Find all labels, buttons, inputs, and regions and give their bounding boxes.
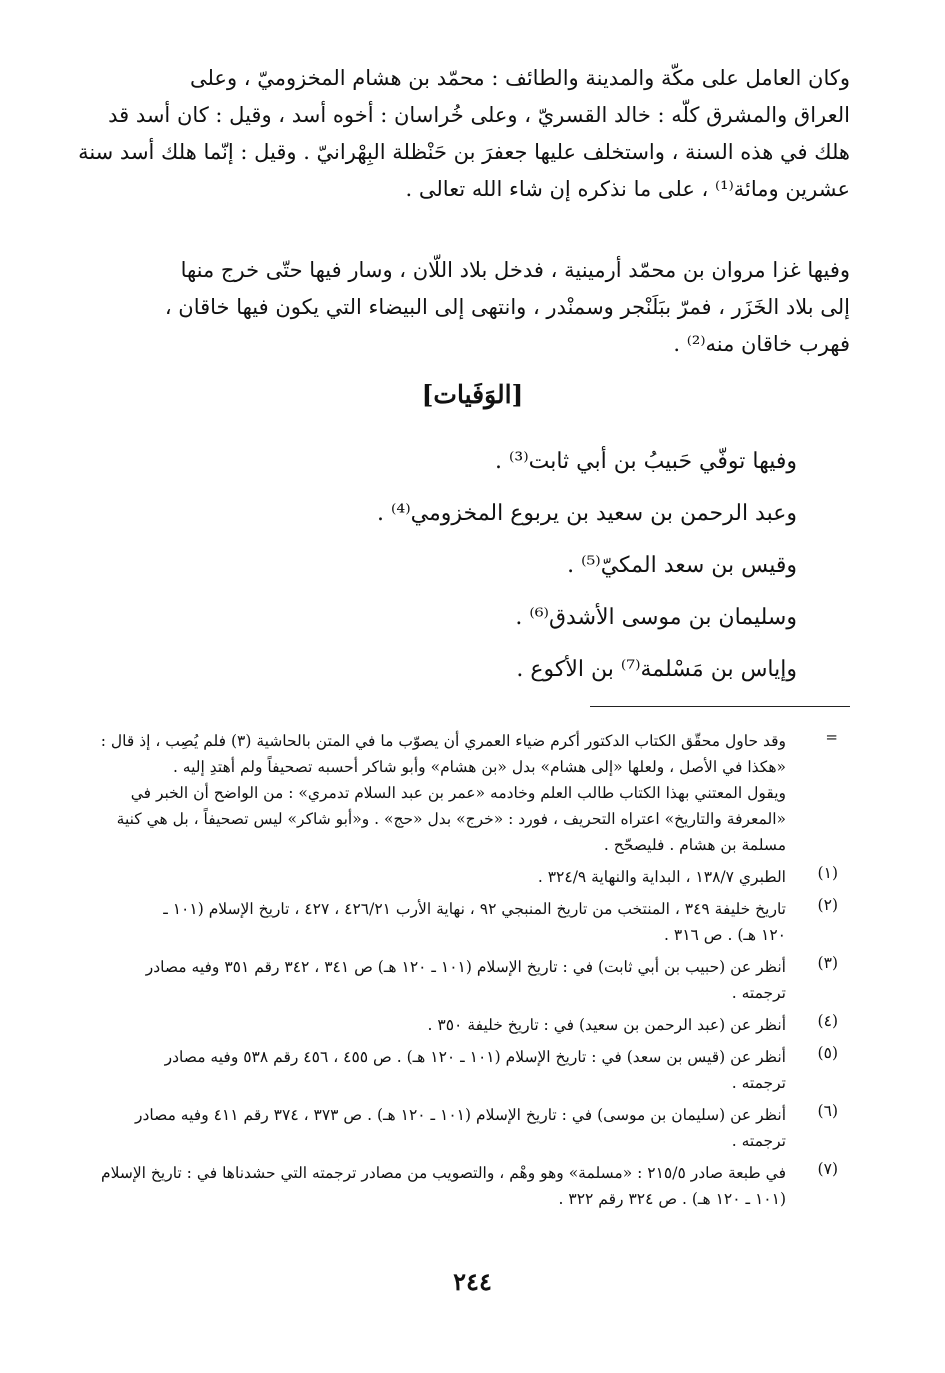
footnote-line: الطبري ١٣٨/٧ ، البداية والنهاية ٣٢٤/٩ . [537,868,786,886]
footnotes [60,728,838,1218]
footnote-line: (١٠١ ـ ١٢٠ هـ) . ص ٣٢٤ رقم ٣٢٢ . [558,1190,786,1208]
paragraph-governors [50,60,850,208]
footnote-line: أنظر عن (قيس بن سعد) في : تاريخ الإسلام (١٠١ ـ ١٢٠ هـ) . ص ٤٥٥ ، ٤٥٦ رقم ٥٣٨ وفيه مصادر [164,1048,786,1066]
death-entry: وعبد الرحمن بن سعيد بن يربوع المخزومي⁽⁴⁾ . [376,501,797,526]
footnote-number: (٥) [817,1044,838,1062]
footnote-line: في طبعة صادر ٢١٥/٥ : «مسلمة» وهو وهْم ، والتصويب من مصادر ترجمته التي حشدناها في : تاريخ الإسلام [101,1164,786,1182]
footnote-line: أنظر عن (سليمان بن موسى) في : تاريخ الإسلام (١٠١ ـ ١٢٠ هـ) . ص ٣٧٣ ، ٣٧٤ رقم ٤١١ وفيه مصادر [135,1106,786,1124]
deaths-list [237,436,797,696]
footnote-line: أنظر عن (حبيب بن أبي ثابت) في : تاريخ الإسلام (١٠١ ـ ١٢٠ هـ) ص ٣٤١ ، ٣٤٢ رقم ٣٥١ وفيه مصادر [145,958,786,976]
footnote-line: وقد حاول محقّق الكتاب الدكتور أكرم ضياء العمري أن يصوّب ما في المتن بالحاشية (٣) فلم يُصِب ، إذ قال : [100,732,786,750]
footnote-number: (٣) [817,954,838,972]
text-line: فهرب خاقان منه⁽²⁾ . [673,332,850,356]
footnote-marker: = [825,728,838,746]
text-line: عشرين ومائة⁽¹⁾ ، على ما نذكره إن شاء الله تعالى . [405,177,850,201]
footnote-number: (٢) [817,896,838,914]
paragraph-campaign [50,252,850,363]
footnote-7 [60,1160,838,1212]
footnote-line: تاريخ خليفة ٣٤٩ ، المنتخب من تاريخ المنبجي ٩٢ ، نهاية الأرب ٤٢٦/٢١ ، ٤٢٧ ، تاريخ الإسلام (١٠١ ـ [163,900,786,918]
death-entry: وقيس بن سعد المكيّ⁽⁵⁾ . [567,553,797,578]
text-line: إلى بلاد الخَزَر ، فمرّ ببَلَنْجر وسمنْدر ، وانتهى إلى البيضاء التي يكون فيها خاقان ، [164,295,850,319]
footnote-line: ويقول المعتني بهذا الكتاب طالب العلم وخادمه «عمر بن عبد السلام تدمري» : من الواضح أن الخبر في [130,784,786,802]
footnote-2 [60,896,838,948]
footnote-line: «المعرفة والتاريخ» اعتراه التحريف ، فورد : «خرج» بدل «حج» . و«أبو شاكر» ليس تصحيفاً ، بل هي كنية [116,810,786,828]
page-number: ٢٤٤ [453,1267,492,1296]
death-entry: وإياس بن مَسْلمة⁽⁷⁾ بن الأكوع . [516,657,797,682]
footnote-number: (٦) [817,1102,838,1120]
death-entry: وفيها توفّي حَبيبُ بن أبي ثابت⁽³⁾ . [494,449,797,474]
footnote-4 [60,1012,838,1038]
footnote-line: ١٢٠ هـ) . ص ٣١٦ . [664,926,786,944]
footnote-line: ترجمته . [731,1074,786,1092]
footnote-line: أنظر عن (عبد الرحمن بن سعيد) في : تاريخ خليفة ٣٥٠ . [427,1016,786,1034]
footnote-continued [60,728,838,858]
footnote-separator [590,706,850,707]
footnote-number: (٤) [817,1012,838,1030]
text-line: وكان العامل على مكّة والمدينة والطائف : محمّد بن هشام المخزوميّ ، وعلى [189,66,850,90]
text-line: وفيها غزا مروان بن محمّد أرمينية ، فدخل بلاد اللّان ، وسار فيها حتّى خرج منها [180,258,850,282]
footnote-6 [60,1102,838,1154]
footnote-line: مسلمة بن هشام . فليصحّح . [603,836,786,854]
footnote-number: (٧) [817,1160,838,1178]
footnote-1 [60,864,838,890]
footnote-number: (١) [817,864,838,882]
footnote-line: ترجمته . [731,1132,786,1150]
footnote-line: «هكذا في الأصل ، ولعلها «إلى هشام» بدل «بن هشام» وأبو شاكر أحسبه تصحيفاً ولم أهتدِ إليه . [172,758,786,776]
footnote-line: ترجمته . [731,984,786,1002]
text-line: العراق والمشرق كلّه : خالد القسريّ ، وعلى خُراسان : أخوه أسد ، وقيل : كان أسد قد [108,103,850,127]
death-entry: وسليمان بن موسى الأشدق⁽⁶⁾ . [515,605,797,630]
section-heading: [الوَفَيات] [421,380,524,409]
footnote-3 [60,954,838,1006]
text-line: هلك في هذه السنة ، واستخلف عليها جعفرَ بن حَنْظلة البِهْرانيّ . وقيل : إنّما هلك أسد سنة [78,140,850,164]
footnote-5 [60,1044,838,1096]
